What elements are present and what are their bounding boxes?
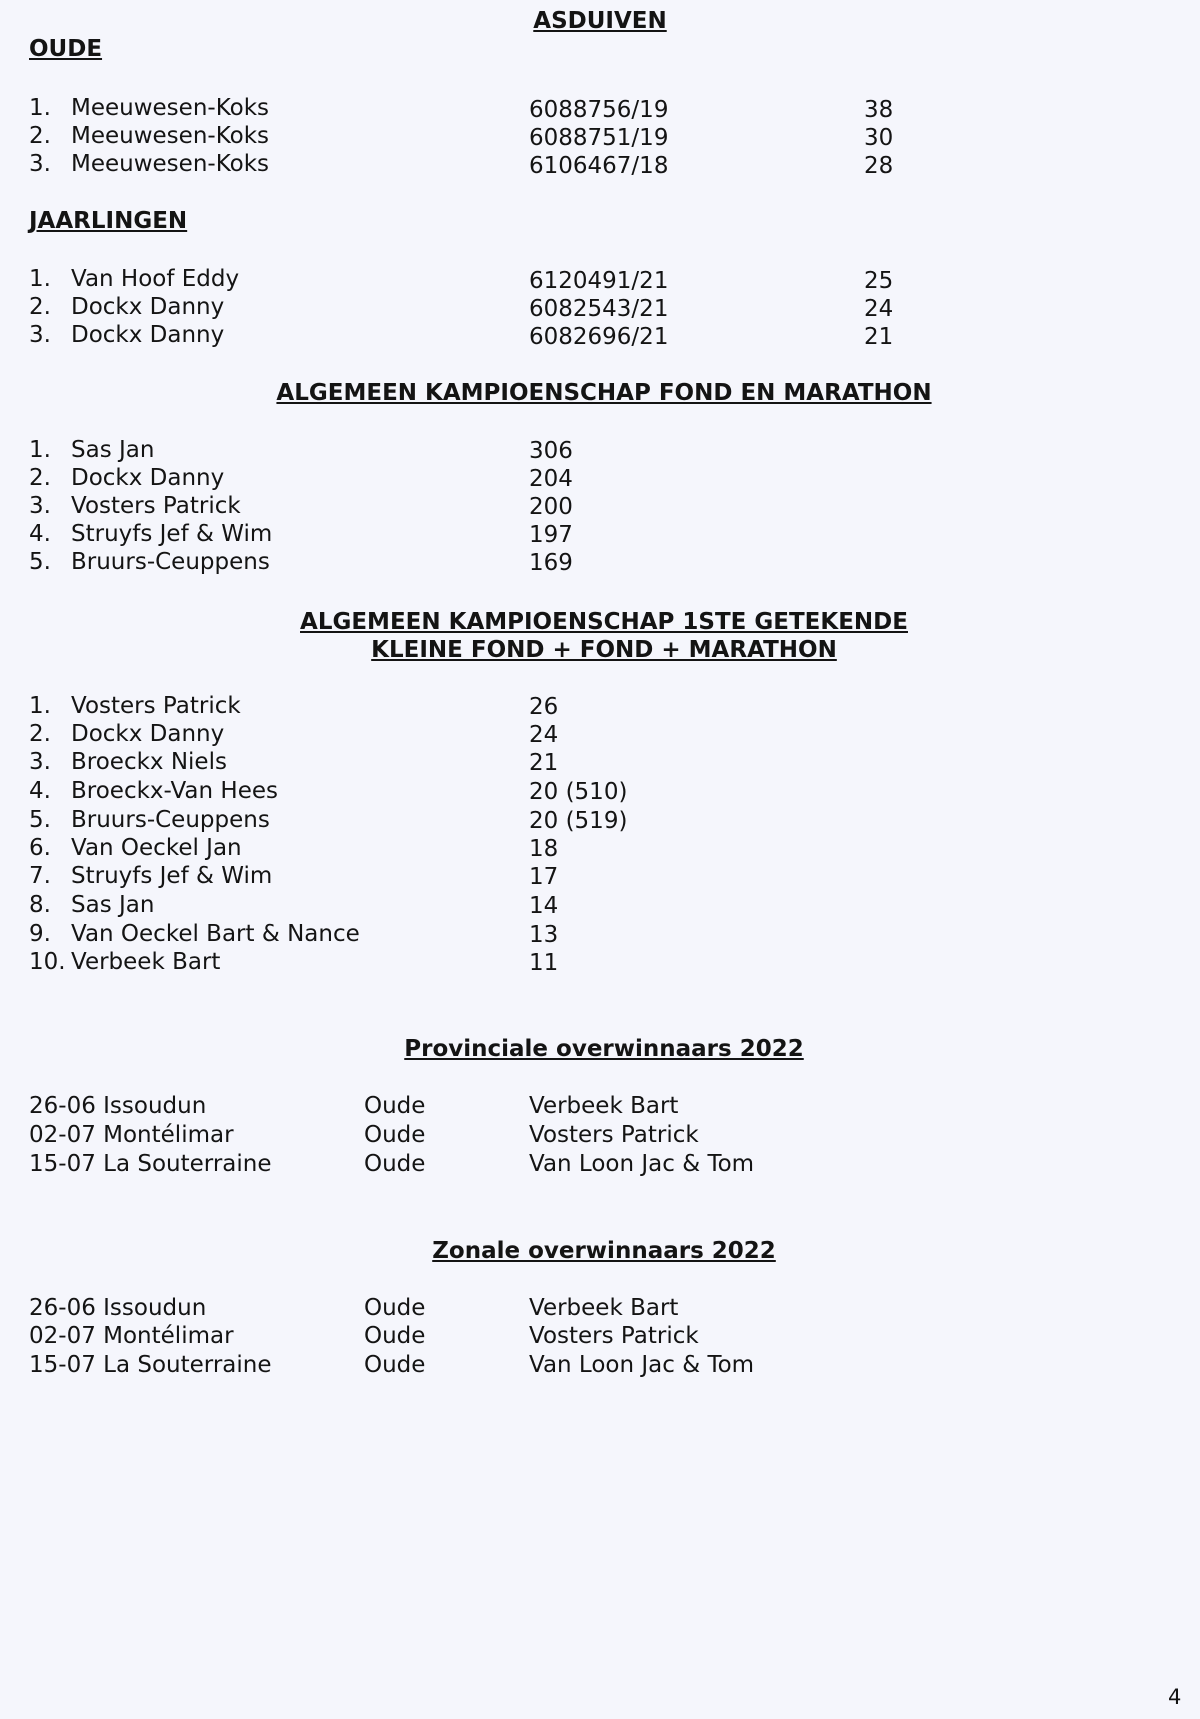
rank: 1. xyxy=(29,693,51,719)
section-heading-getekende-line2: KLEINE FOND + FOND + MARATHON xyxy=(371,637,837,663)
rank: 4. xyxy=(29,521,51,547)
rank: 4. xyxy=(29,778,51,804)
name: Van Oeckel Bart & Nance xyxy=(71,921,360,947)
section-heading-zonale: Zonale overwinnaars 2022 xyxy=(432,1238,776,1264)
name: Struyfs Jef & Wim xyxy=(71,863,273,889)
winner: Verbeek Bart xyxy=(529,1295,679,1321)
rank: 6. xyxy=(29,835,51,861)
points: 200 xyxy=(529,494,573,520)
date-place: 02-07 Montélimar xyxy=(29,1122,234,1148)
points: 30 xyxy=(864,125,894,151)
page-number: 4 xyxy=(1168,1685,1182,1709)
section-heading-fond-marathon: ALGEMEEN KAMPIOENSCHAP FOND EN MARATHON xyxy=(276,380,932,406)
points: 11 xyxy=(529,950,559,976)
rank: 3. xyxy=(29,322,51,348)
points: 197 xyxy=(529,522,573,548)
name: Dockx Danny xyxy=(71,294,225,320)
rank: 2. xyxy=(29,721,51,747)
category: Oude xyxy=(364,1093,426,1119)
ring-number: 6106467/18 xyxy=(529,153,669,179)
rank: 10. xyxy=(29,949,66,975)
name: Broeckx-Van Hees xyxy=(71,778,278,804)
name: Verbeek Bart xyxy=(71,949,221,975)
rank: 3. xyxy=(29,493,51,519)
points: 17 xyxy=(529,864,559,890)
points: 24 xyxy=(864,296,894,322)
winner: Vosters Patrick xyxy=(529,1122,699,1148)
name: Struyfs Jef & Wim xyxy=(71,521,273,547)
name: Meeuwesen-Koks xyxy=(71,151,270,177)
rank: 3. xyxy=(29,151,51,177)
rank: 9. xyxy=(29,921,51,947)
ring-number: 6088756/19 xyxy=(529,97,669,123)
rank: 2. xyxy=(29,294,51,320)
points: 306 xyxy=(529,438,573,464)
rank: 3. xyxy=(29,749,51,775)
name: Dockx Danny xyxy=(71,465,225,491)
name: Bruurs-Ceuppens xyxy=(71,549,270,575)
date-place: 15-07 La Souterraine xyxy=(29,1151,272,1177)
rank: 5. xyxy=(29,807,51,833)
points: 13 xyxy=(529,922,559,948)
points: 25 xyxy=(864,268,894,294)
name: Broeckx Niels xyxy=(71,749,227,775)
category: Oude xyxy=(364,1323,426,1349)
name: Bruurs-Ceuppens xyxy=(71,807,270,833)
rank: 5. xyxy=(29,549,51,575)
winner: Van Loon Jac & Tom xyxy=(529,1151,755,1177)
rank: 2. xyxy=(29,123,51,149)
name: Van Hoof Eddy xyxy=(71,266,240,292)
points: 24 xyxy=(529,722,559,748)
page-title: ASDUIVEN xyxy=(533,8,667,34)
ring-number: 6120491/21 xyxy=(529,268,669,294)
ring-number: 6082543/21 xyxy=(529,296,669,322)
points: 21 xyxy=(529,750,559,776)
category: Oude xyxy=(364,1122,426,1148)
points: 26 xyxy=(529,694,559,720)
points: 18 xyxy=(529,836,559,862)
points: 204 xyxy=(529,466,573,492)
points: 28 xyxy=(864,153,894,179)
points: 14 xyxy=(529,893,559,919)
name: Dockx Danny xyxy=(71,322,225,348)
category: Oude xyxy=(364,1295,426,1321)
date-place: 02-07 Montélimar xyxy=(29,1323,234,1349)
points: 20 (519) xyxy=(529,808,628,834)
name: Vosters Patrick xyxy=(71,493,241,519)
winner: Van Loon Jac & Tom xyxy=(529,1352,755,1378)
points: 169 xyxy=(529,550,573,576)
points: 38 xyxy=(864,97,894,123)
date-place: 26-06 Issoudun xyxy=(29,1093,207,1119)
name: Vosters Patrick xyxy=(71,693,241,719)
category: Oude xyxy=(364,1352,426,1378)
section-heading-jaarlingen: JAARLINGEN xyxy=(29,208,188,234)
name: Dockx Danny xyxy=(71,721,225,747)
rank: 1. xyxy=(29,437,51,463)
rank: 2. xyxy=(29,465,51,491)
section-heading-getekende-line1: ALGEMEEN KAMPIOENSCHAP 1STE GETEKENDE xyxy=(300,609,908,635)
ring-number: 6088751/19 xyxy=(529,125,669,151)
name: Meeuwesen-Koks xyxy=(71,95,270,121)
winner: Verbeek Bart xyxy=(529,1093,679,1119)
rank: 1. xyxy=(29,266,51,292)
rank: 8. xyxy=(29,892,51,918)
points: 21 xyxy=(864,324,894,350)
rank: 7. xyxy=(29,863,51,889)
name: Meeuwesen-Koks xyxy=(71,123,270,149)
category: Oude xyxy=(364,1151,426,1177)
name: Sas Jan xyxy=(71,892,155,918)
name: Van Oeckel Jan xyxy=(71,835,242,861)
points: 20 (510) xyxy=(529,779,628,805)
date-place: 15-07 La Souterraine xyxy=(29,1352,272,1378)
winner: Vosters Patrick xyxy=(529,1323,699,1349)
section-heading-provinciale: Provinciale overwinnaars 2022 xyxy=(404,1036,804,1062)
rank: 1. xyxy=(29,95,51,121)
name: Sas Jan xyxy=(71,437,155,463)
section-heading-oude: OUDE xyxy=(29,36,103,62)
ring-number: 6082696/21 xyxy=(529,324,669,350)
date-place: 26-06 Issoudun xyxy=(29,1295,207,1321)
